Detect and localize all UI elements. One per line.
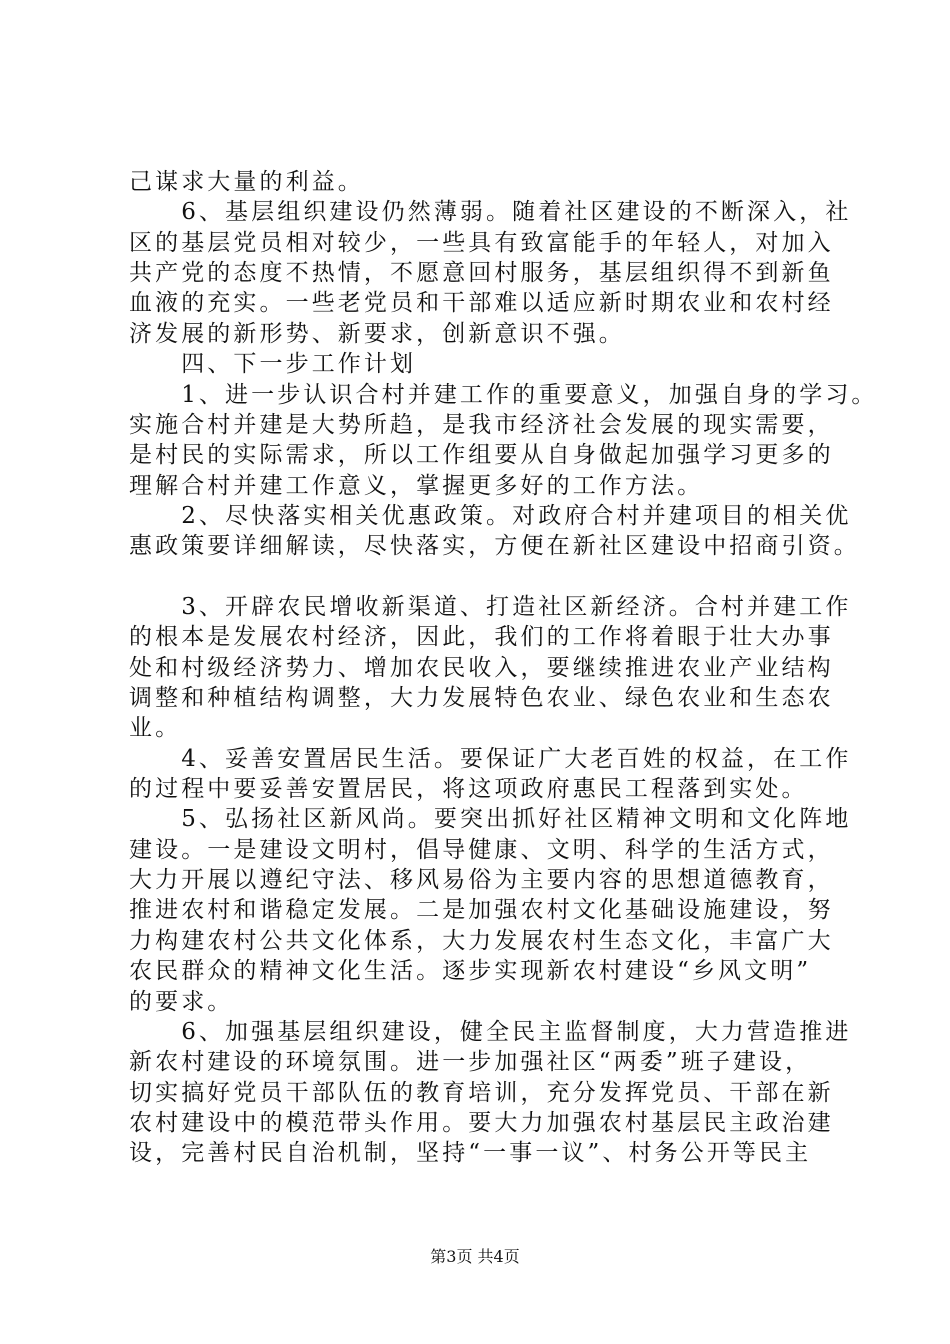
text-line: 设，完善村民自治机制，坚持“一事一议”、村务公开等民主 [129, 1140, 812, 1167]
text-line: 业。 [129, 715, 182, 742]
text-line: 四、下一步工作计划 [129, 351, 417, 378]
text-line: 惠政策要详细解读，尽快落实，方便在新社区建设中招商引资。 [129, 533, 860, 560]
text-line: 6、加强基层组织建设，健全民主监督制度，大力营造推进 [129, 1018, 852, 1045]
text-line: 的要求。 [129, 988, 234, 1015]
text-line: 1、进一步认识合村并建工作的重要意义，加强自身的学习。 [129, 381, 878, 408]
text-line: 己谋求大量的利益。 [129, 169, 364, 195]
text-line: 力构建农村公共文化体系，大力发展农村生态文化，丰富广大 [129, 927, 834, 954]
text-line: 6、基层组织建设仍然薄弱。随着社区建设的不断深入，社 [129, 199, 852, 226]
text-line: 的根本是发展农村经济，因此，我们的工作将着眼于壮大办事 [129, 624, 834, 651]
text-line: 4、妥善安置居民生活。要保证广大老百姓的权益，在工作 [129, 745, 852, 772]
text-line: 处和村级经济势力、增加农民收入，要继续推进农业产业结构 [129, 654, 834, 681]
text-line: 2、尽快落实相关优惠政策。对政府合村并建项目的相关优 [129, 502, 852, 529]
page-footer: 第3页 共4页 [430, 1247, 520, 1266]
text-line: 实施合村并建是大势所趋，是我市经济社会发展的现实需要， [129, 411, 834, 438]
text-line: 的过程中要妥善安置居民，将这项政府惠民工程落到实处。 [129, 776, 808, 802]
text-line: 济发展的新形势、新要求，创新意识不强。 [129, 320, 625, 347]
text-line: 是村民的实际需求，所以工作组要从自身做起加强学习更多的 [129, 442, 834, 469]
text-line: 新农村建设的环境氛围。进一步加强社区“两委”班子建设， [129, 1049, 812, 1076]
text-line: 血液的充实。一些老党员和干部难以适应新时期农业和农村经 [129, 290, 834, 317]
text-line: 理解合村并建工作意义，掌握更多好的工作方法。 [129, 472, 704, 499]
text-line: 调整和种植结构调整，大力发展特色农业、绿色农业和生态农 [129, 685, 834, 711]
text-line: 大力开展以遵纪守法、移风易俗为主要内容的思想道德教育， [129, 867, 834, 894]
text-line: 农民群众的精神文化生活。逐步实现新农村建设“乡风文明” [129, 958, 812, 985]
text-line: 3、开辟农民增收新渠道、打造社区新经济。合村并建工作 [129, 593, 852, 620]
text-line: 推进农村和谐稳定发展。二是加强农村文化基础设施建设，努 [129, 897, 834, 924]
text-line: 建设。一是建设文明村，倡导健康、文明、科学的生活方式， [129, 836, 834, 863]
text-line: 5、弘扬社区新风尚。要突出抓好社区精神文明和文化阵地 [129, 806, 852, 833]
text-line: 农村建设中的模范带头作用。要大力加强农村基层民主政治建 [129, 1109, 834, 1136]
text-line: 区的基层党员相对较少，一些具有致富能手的年轻人，对加入 [129, 229, 834, 256]
text-line: 切实搞好党员干部队伍的教育培训，充分发挥党员、干部在新 [129, 1079, 834, 1106]
text-line: 共产党的态度不热情，不愿意回村服务，基层组织得不到新鱼 [129, 260, 834, 287]
